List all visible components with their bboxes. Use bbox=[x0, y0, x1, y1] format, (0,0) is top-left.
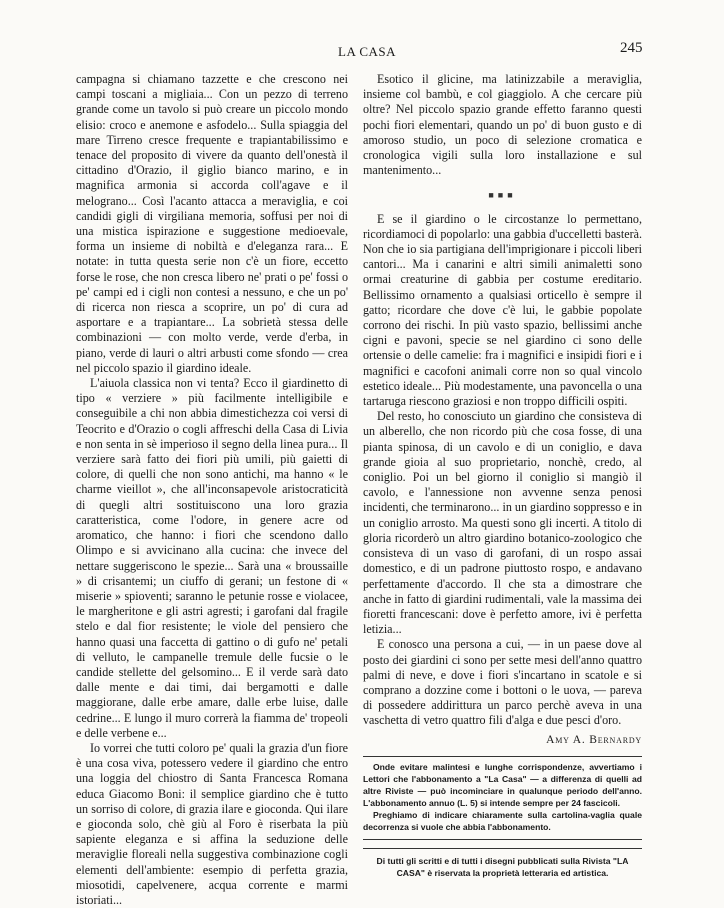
section-ornament: ■■■ bbox=[488, 190, 517, 201]
running-head bbox=[0, 40, 724, 64]
running-title: LA CASA bbox=[338, 44, 397, 59]
paragraph: L'aiuola classica non vi tenta? Ecco il giardinetto di tipo « verziere » più facilmente intelligibile e conseguibile a chi non abbia dimestichezza coi versi di Teocrito e d'Orazio o cogli affreschi della Casa di Livia e non senta in sè imperioso il segno della linea pura... Il verziere sarà fatto dei fiori più umili, più gaietti di colore, di quelli che non sono antichi, ma hanno « le charme vieillot », che all'inconsapevole aristocraticità di quegli altri sostituiscono una loro grazia caratteristica, come l'odore, in genere acre od aromatico, che hanno: i fiori che scendono dallo Olimpo e si avvicinano alla cucina: che invece del nettare suggeriscono le spezie... Sarà una « broussaille » di crisantemi; un ciuffo di gerani; un festone di « miserie » spioventi; saranno le petunie rosse e violacee, le margheritone e gli astri agresti; i garofani dal fragile stelo e dal fior resistente; le viole del pensiero che hanno quasi una faccetta di gattino o di gufo ne' petali di velluto, le campanelle tremule delle fucsie o le candide stellette del gelsomino... E il verde sarà dato dalle mente e dai timi, dai bergamotti e dalle maggiorane, dalle erbe amare, dalle erbe luise, dalle cedrine... E lungo il muro correrà la fiamma de' tropeoli e delle verbene e... bbox=[76, 376, 348, 740]
paragraph: Io vorrei che tutti coloro pe' quali la grazia d'un fiore è una cosa viva, potessero vedere il giardino che entro una loggia del chiostro di Santa Francesca Romana educa Giacomo Boni: il semplice giardino che è tutto un sorriso di colore, di grazia ilare e gioconda. Qui ilare e gioconda solo, chè giù al Foro è riserbata la più sapiente eleganza e si affina la seduzione delle meraviglie floreali nella suggestiva combinazione cogli elementi dell'ambiente: esempio di perfetta grazia, miosotidi, capelvenere, acqua corrente e marmi istoriati... bbox=[76, 740, 348, 907]
left-column bbox=[76, 72, 348, 908]
paragraph: Del resto, ho conosciuto un giardino che consisteva di un alberello, che non ricordo più che cosa fosse, di una pianta spinosa, di un cavolo e di un coniglio, e dava grande gioia al suo proprietario, nonchè, credo, al coniglio. Poi un bel giorno il coniglio si mangiò il cavolo, e l'annessione non avvenne senza penosi incidenti, che terminarono... in un giardino soppresso e in un coniglio arrosto. Ma questi sono gli incerti. A titolo di gloria ricorderò un altro giardino botanico-zoologico che consisteva di un vaso di garofani, di un rospo assai domestico, e di un padrone piuttosto rospo, e andavano perfettamente d'accordo. Il che sta a dimostrare che anche in fatto di giardini rudimentali, vale la massima dei fioretti francescani: dove è perfetto amore, ivi è perfetta letizia... bbox=[363, 409, 642, 637]
paragraph: campagna si chiamano tazzette e che crescono nei campi toscani a migliaia... Con un pezzo di terreno grande come un tavolo si può creare un piccolo mondo elisio: croco e anemone e asfodelo... Sulla spiaggia del mare Tirreno cresce frequente e trapiantabilissimo e tenace del proposito di vivere da quanto dell'onestà il cittadino d'Orazio, il giglio bianco marino, e in magnifica armonia si accorda coll'agave e il melograno... Così l'acanto attacca a meraviglia, e coi candidi gigli di virgiliana memoria, soffusi per noi di una mistica ispirazione e suggestione medioevale, forma un insieme di nobiltà e d'eleganza rara... E notate: in tutta questa serie non c'è un fiore, eccetto forse le rose, che non cresca libero ne' prati o pe' fossi o pe' campi ed i cigli non contesi a nessuno, e che un po' di ricerca non riesca a scoprire, un po' di cura ad asportare e a trapiantare... La sobrietà stessa delle combinazioni — con molto verde, verde d'erba, in piano, verde di lauri o altri arbusti come sfondo — crea nel piccolo spazio il giardino ideale. bbox=[76, 72, 348, 375]
paragraph: E se il giardino o le circostanze lo permettano, ricordiamoci di popolarlo: una gabbia d'uccelletti basterà. Non che io sia partigiana dell'imprigionare i piccoli liberi cantori... Ma i canarini e altri simili animaletti sono ormai creaturine di gabbia per costume ereditario. Bellissimo ornamento a qualsiasi orticello è sempre il gatto; ricordare che dove c'è lui, le gabbie popolate corrono dei rischi. In più vasto spazio, bellissimi anche cigni e pavoni, specie se nel giardino ci sono delle ortensie o delle camelie: fra i magnifici e insipidi fiori e i magnifici e cacofoni animali corre non so qual vincolo estetico ideale... Più modestamente, una pavoncella o una tartaruga riescono graziosi e non troppo difficili ospiti. bbox=[363, 211, 642, 409]
right-column bbox=[363, 72, 642, 879]
paragraph: E conosco una persona a cui, — in un paese dove al posto dei giardini ci sono per sette mesi dell'anno quattro palmi di neve, e dove i fiori s'incartano in scatole e si comprano a dozzine come i bottoni o le uova, — pareva di possedere addirittura un parco perchè aveva in una vaschetta di vetro quattro fili d'alga e due pesci d'oro. bbox=[363, 637, 642, 728]
author-signature: Amy A. Bernardy bbox=[546, 733, 642, 746]
notice-paragraph: Preghiamo di indicare chiaramente sulla cartolina-vaglia quale decorrenza si vuole che abbia l'abbonamento. bbox=[363, 809, 642, 832]
notice-paragraph: Onde evitare malintesi e lunghe corrispondenze, avvertiamo i Lettori che l'abbonamento a "La Casa" — a differenza di quelli ad altre Riviste — può incominciare in qualunque periodo dell'anno. L'abbonamento annuo (L. 5) si intende sempre per 24 fascicoli. bbox=[363, 761, 642, 808]
paragraph: Esotico il glicine, ma latinizzabile a meraviglia, insieme col bambù, e col giaggiolo. A che cercare più oltre? Nel piccolo spazio grande effetto faranno questi pochi fiori elementari, quando un po' di buon gusto e di amoroso studio, un poco di selezione cromatica e cronologica vigili sulla loro installazione e sul mantenimento... bbox=[363, 72, 642, 178]
page-number: 245 bbox=[620, 40, 643, 56]
subscription-notice bbox=[363, 756, 642, 840]
rights-notice: Di tutti gli scritti e di tutti i disegni pubblicati sulla Rivista "LA CASA" è riservata la proprietà letteraria ed artistica. bbox=[363, 848, 642, 879]
